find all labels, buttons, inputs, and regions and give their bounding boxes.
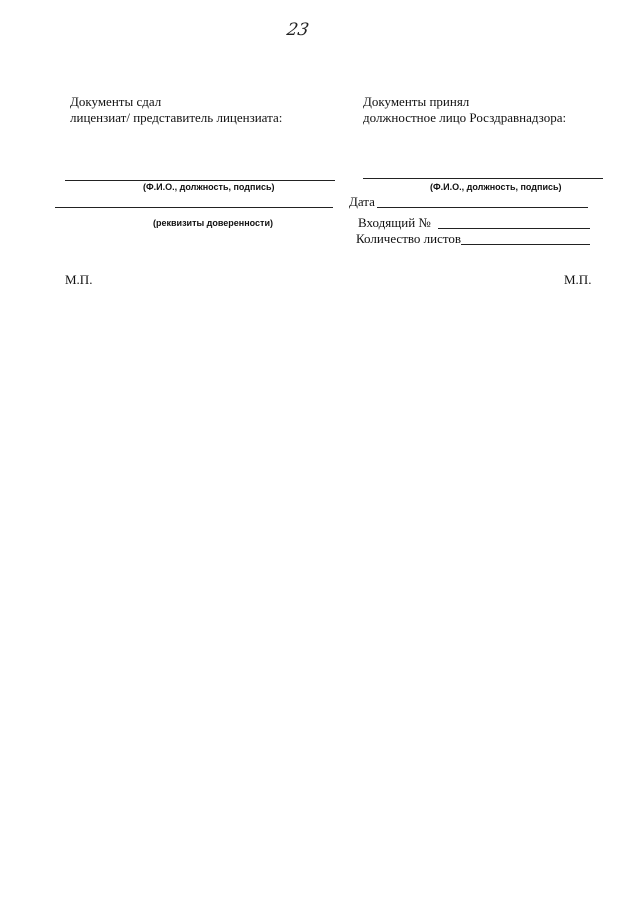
submitted-heading: Документы сдал bbox=[70, 94, 162, 109]
receiver-signature-caption: (Ф.И.О., должность, подпись) bbox=[430, 182, 562, 192]
incoming-number-line bbox=[438, 228, 590, 229]
submitter-signature-line bbox=[65, 180, 335, 181]
right-stamp-mark: М.П. bbox=[564, 272, 592, 287]
receiver-signature-line bbox=[363, 178, 603, 179]
page-number: 23 bbox=[285, 20, 311, 40]
received-heading: Документы принял bbox=[363, 94, 470, 109]
power-of-attorney-caption: (реквизиты доверенности) bbox=[153, 218, 273, 228]
submitted-subheading: лицензиат/ представитель лицензиата: bbox=[70, 110, 283, 125]
date-label: Дата bbox=[349, 194, 375, 209]
left-stamp-mark: М.П. bbox=[65, 272, 93, 287]
date-line bbox=[377, 207, 588, 208]
incoming-number-label: Входящий № bbox=[358, 215, 431, 230]
received-subheading: должностное лицо Росздравнадзора: bbox=[363, 110, 567, 125]
power-of-attorney-line bbox=[55, 207, 333, 208]
sheet-count-label: Количество листов bbox=[356, 231, 462, 246]
submitter-signature-caption: (Ф.И.О., должность, подпись) bbox=[143, 182, 275, 192]
sheet-count-line bbox=[461, 244, 590, 245]
